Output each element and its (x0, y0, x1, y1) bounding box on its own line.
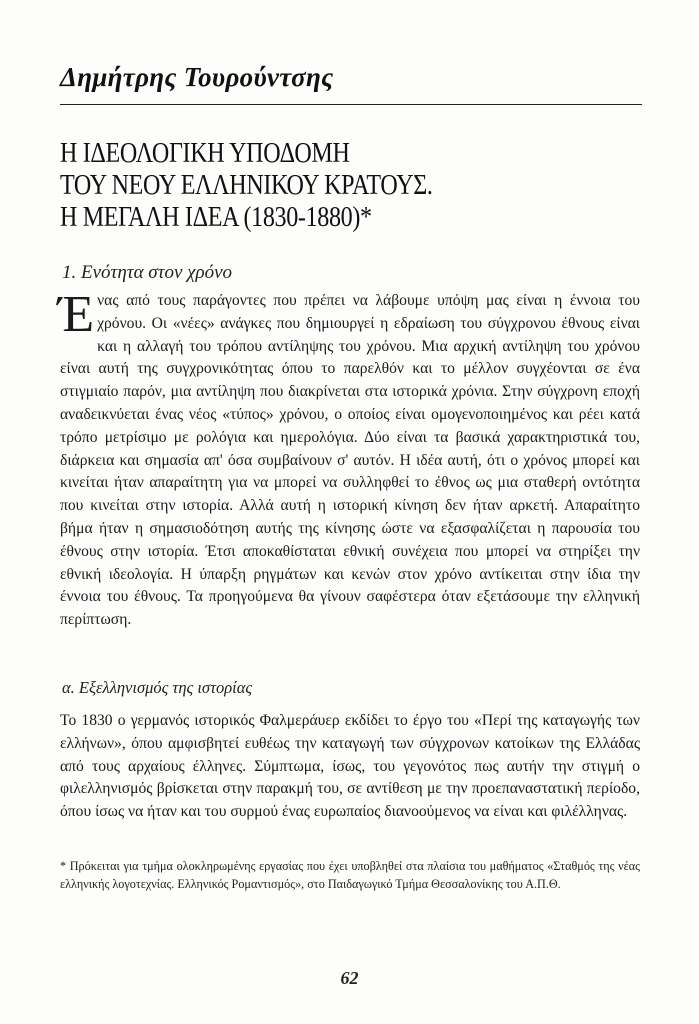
article-title (60, 138, 433, 234)
subsection-heading: α. Εξελληνισμός της ιστορίας (62, 678, 253, 697)
header-rule (60, 104, 642, 105)
title-line-3: Η ΜΕΓΑΛΗ ΙΔΕΑ (1830-1880)* (60, 202, 372, 233)
footnote: * Πρόκειται για τμήμα ολοκληρωμένης εργασίας που έχει υποβληθεί στα πλαίσια του μαθήματος «Σταθμός της νέας ελληνικής λογοτεχνίας. Ελληνικός Ρομαντισμός», στο Παιδαγωγικό Τμήμα Θεσσαλονίκης του Α.Π.Θ. (60, 859, 640, 891)
paragraph-1: Ένας από τους παράγοντες που πρέπει να λάβουμε υπόψη μας είναι η έννοια του χρόνου. Οι «νέες» ανάγκες που δημιουργεί η εδραίωση του σύγχρονου έθνους είναι και η αλλαγή του τρόπου αντίληψης του χρόνου. Μια αρχική αντίληψη του χρόνου είναι αυτή της συγχρονικότητας όπου το παρελθόν και το μέλλον συγχέονται σε ένα στιγμιαίο παρόν, μια αντίληψη που διακρίνεται στα ιστορικά χρόνια. Στην σύγχρονη εποχή αναδεικνύεται ένας νέος «τύπος» χρόνου, ο οποίος είναι ομογενοποιημένος και ρέει κατά τρόπο μετρίσιμο με ρολόγια και ημερολόγια. Δύο είναι τα βασικά χαρακτηριστικά του, διάρκεια και σημασία απ' όσα συμβαίνουν σ' αυτόν. Η ιδέα αυτή, ότι ο χρόνος μπορεί και κινείται ήταν απαραίτητη για να μπορεί να συλληφθεί το έθνος ως μια σταθερή οντότητα που κινείται στην ιστορία. Αλλά αυτή η ιστορική κίνηση δεν ήταν αρκετή. Απαραίτητο βήμα ήταν η σημασιοδότηση αυτής της κίνησης ώστε να εξασφαλίζεται η παρουσία του έθνους στην ιστορία. Έτσι αποκαθίσταται εθνική συνέχεια που μπορεί να στηρίξει την εθνική ιδεολογία. Η ύπαρξη ρηγμάτων και κενών στον χρόνο αντίκειται στην ίδια την έννοια του έθνους. Τα προηγούμενα θα γίνουν σαφέστερα όταν εξετάσουμε την ελληνική περίπτωση. (58, 286, 640, 629)
title-line-1: Η ΙΔΕΟΛΟΓΙΚΗ ΥΠΟΔΟΜΗ (60, 138, 350, 169)
section-heading: 1. Ενότητα στον χρόνο (62, 262, 233, 283)
author-name: Δημήτρης Τουρούντσης (60, 62, 334, 92)
page-number: 62 (340, 968, 359, 988)
paragraph-2: Το 1830 ο γερμανός ιστορικός Φαλμεράυερ εκδίδει το έργο του «Περί της καταγωγής των ελλήνων», όπου αμφισβητεί ευθέως την καταγωγή των σύγχρονων κατοίκων της Ελλάδας από τους αρχαίους έλληνες. Σύμπτωμα, ίσως, του γεγονότος πως αυτήν την στιγμή ο φιλελληνισμός βρίσκεται στην παρακμή του, σε αντίθεση με την προεπαναστατική περίοδο, όπου ίσως να ήταν και του συρμού ένας ευρωπαίος διανοούμενος να είναι και φιλέλληνας. (60, 712, 640, 821)
title-line-2: ΤΟΥ ΝΕΟΥ ΕΛΛΗΝΙΚΟΥ ΚΡΑΤΟΥΣ. (60, 170, 433, 201)
